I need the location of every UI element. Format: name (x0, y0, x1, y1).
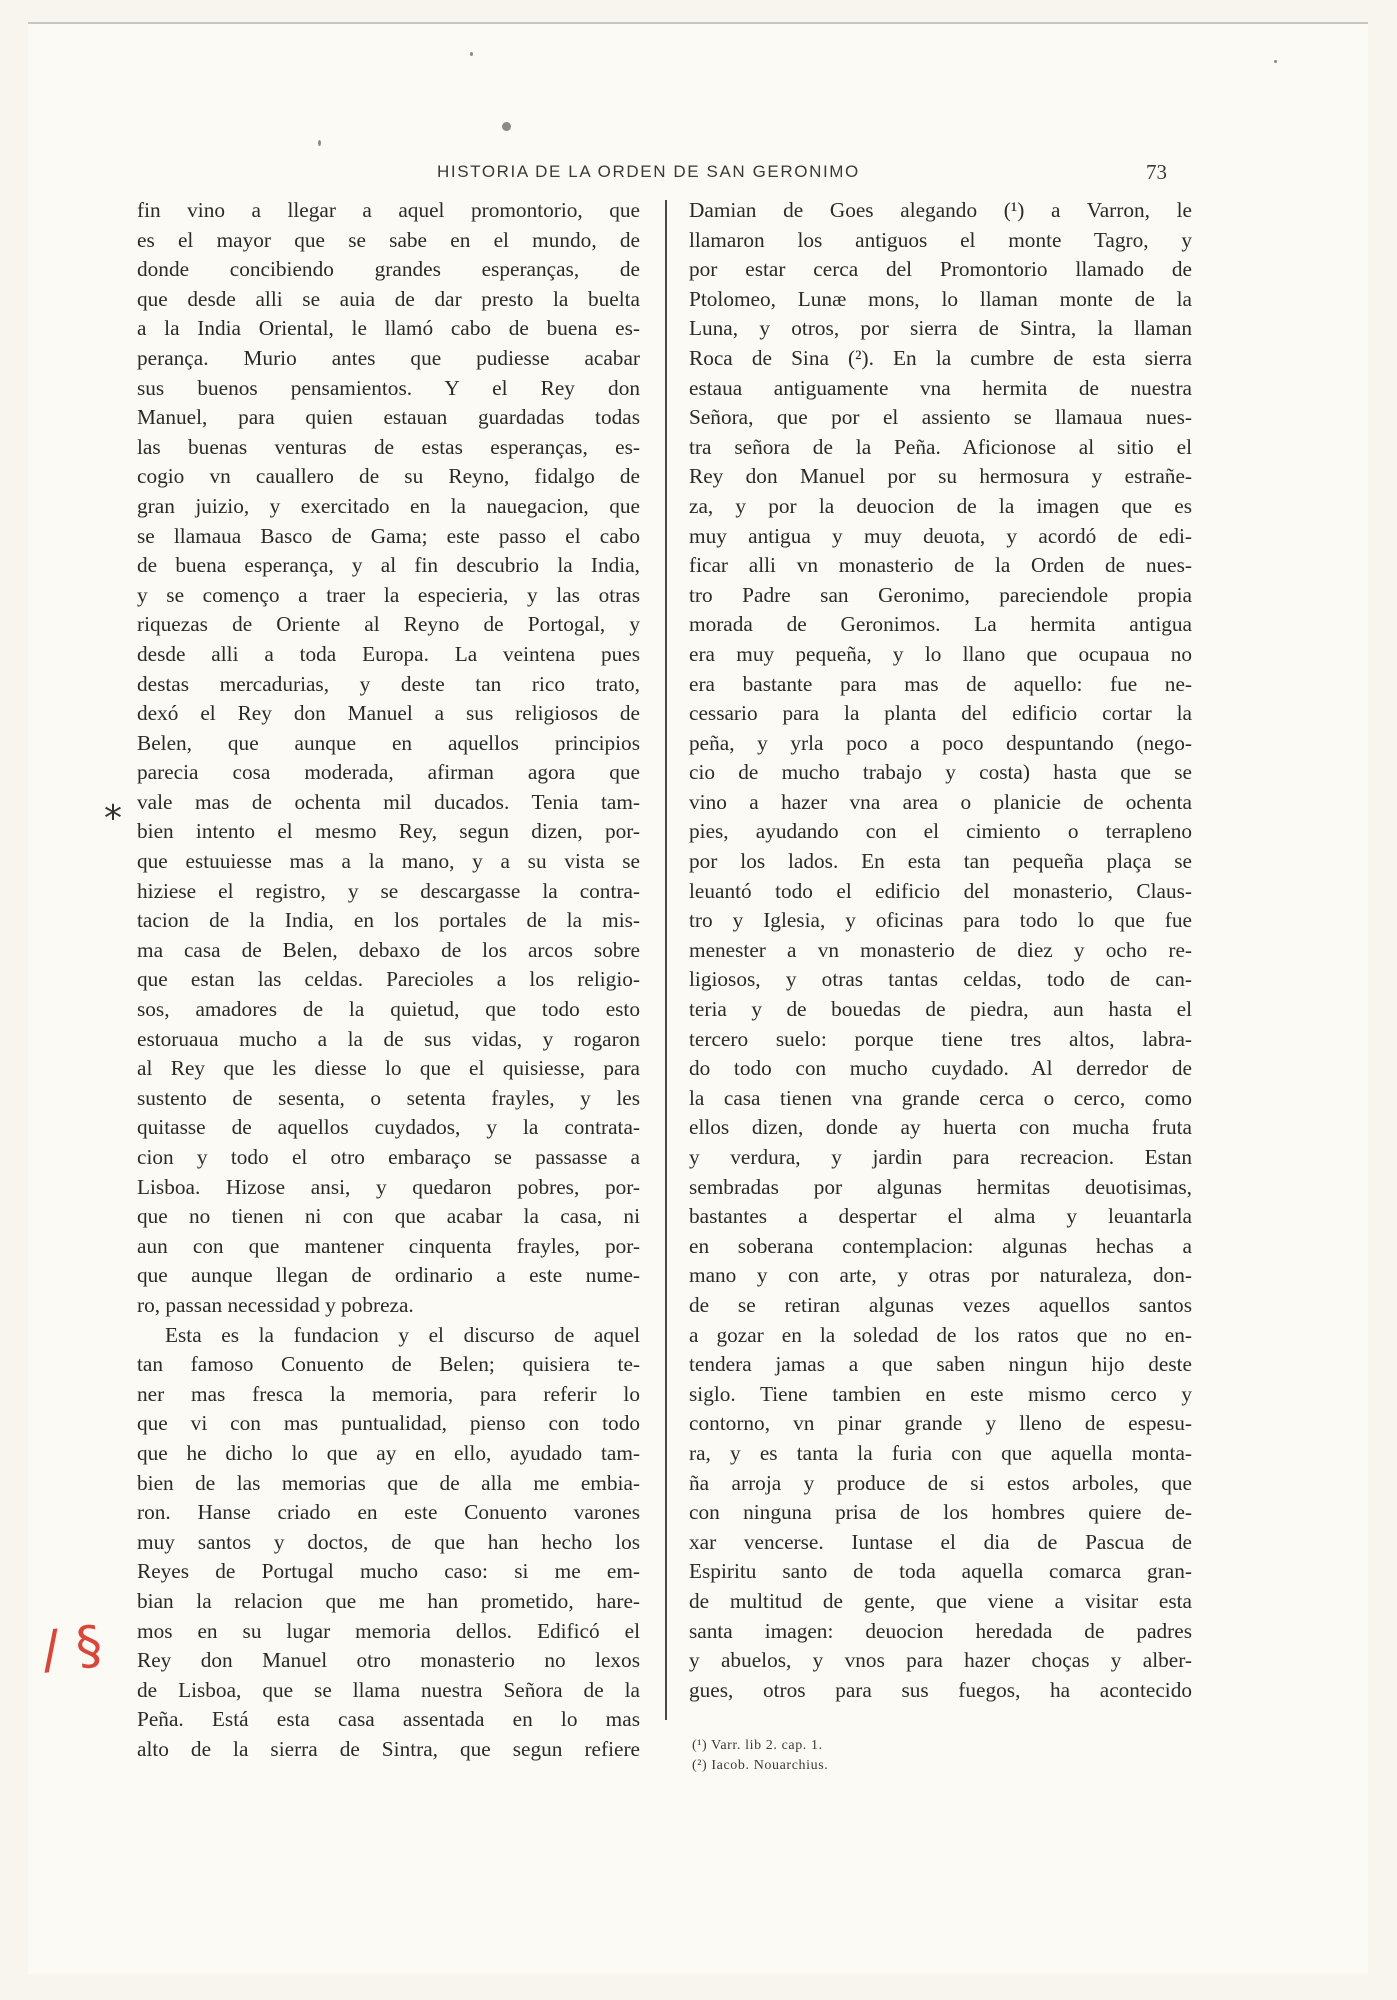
text-line: ner mas fresca la memoria, para referir lo (137, 1381, 640, 1406)
text-line: Ptolomeo, Lunæ mons, lo llaman monte de la (689, 286, 1192, 311)
text-line: y se començo a traer la especieria, y las otras (137, 582, 640, 607)
text-line: bian la relacion que me han prometido, hare- (137, 1588, 640, 1613)
text-line: de se retiran algunas vezes aquellos santos (689, 1292, 1192, 1317)
text-line: fin vino a llegar a aquel promontorio, que (137, 198, 640, 222)
text-line: xar vencerse. Iuntase el dia de Pascua de (689, 1529, 1192, 1554)
text-line: a gozar en la soledad de los ratos que no en- (689, 1322, 1192, 1347)
text-line: que aunque llegan de ordinario a este nume- (137, 1263, 640, 1288)
text-line: Señora, que por el assiento se llamaua nues- (689, 405, 1192, 430)
text-line: que he dicho lo que ay en ello, ayudado tam- (137, 1440, 640, 1465)
text-line: llamaron los antiguos el monte Tagro, y (689, 227, 1192, 252)
text-line: en soberana contemplacion: algunas hechas a (689, 1233, 1192, 1258)
text-line: Espiritu santo de toda aquella comarca gran- (689, 1559, 1192, 1584)
text-line: ra, y es tanta la furia con que aquella monta- (689, 1440, 1192, 1465)
text-line: Rey don Manuel otro monasterio no lexos (137, 1648, 640, 1673)
text-line: tra señora de la Peña. Aficionose al sitio el (689, 434, 1192, 459)
text-line: menester a vn monasterio de diez y ocho re- (689, 937, 1192, 962)
text-line: y abuelos, y vnos para hazer choças y alber- (689, 1648, 1192, 1673)
text-line: Belen, que aunque en aquellos principios (137, 730, 640, 755)
text-line: leuantó todo el edificio del monasterio, Claus- (689, 878, 1192, 903)
text-line: que estuuiesse mas a la mano, y a su vista se (137, 849, 640, 874)
footnotes (692, 1736, 828, 1776)
text-line: siglo. Tiene tambien en este mismo cerco y (689, 1381, 1192, 1406)
running-head (0, 162, 1397, 192)
text-line: de buena esperança, y al fin descubrio la India, (137, 553, 640, 578)
text-line: vale mas de ochenta mil ducados. Tenia tam- (137, 789, 640, 814)
running-head-title: HISTORIA DE LA ORDEN DE SAN GERONIMO (437, 162, 860, 181)
paper-speck (502, 122, 511, 131)
text-line: sus buenos pensamientos. Y el Rey don (137, 375, 640, 400)
text-line: estaua antiguamente vna hermita de nuestra (689, 375, 1192, 400)
paper-speck (1274, 60, 1277, 63)
footnote: (²) Iacob. Nouarchius. (692, 1758, 829, 1773)
text-line: tendera jamas a que saben ningun hijo deste (689, 1352, 1192, 1377)
text-line: peña, y yrla poco a poco despuntando (nego- (689, 730, 1192, 755)
footnote: (¹) Varr. lib 2. cap. 1. (692, 1738, 823, 1753)
text-line: mano y con arte, y otras por naturaleza, don- (689, 1263, 1192, 1288)
text-line: ma casa de Belen, debaxo de los arcos sobre (137, 937, 640, 962)
text-line: que estan las celdas. Parecioles a los religio- (137, 967, 640, 992)
text-line: parecia cosa moderada, afirman agora que (137, 760, 640, 785)
text-line: destas mercadurias, y deste tan rico trato, (137, 671, 640, 696)
text-line: las buenas venturas de estas esperanças, es- (137, 434, 640, 459)
text-line: Esta es la fundacion y el discurso de aquel (165, 1322, 640, 1347)
text-line: riquezas de Oriente al Reyno de Portogal, y (137, 612, 640, 637)
text-line: es el mayor que se sabe en el mundo, de (137, 227, 640, 252)
text-line: cessario para la planta del edificio cortar la (689, 701, 1192, 726)
text-line: Luna, y otros, por sierra de Sintra, la llaman (689, 316, 1192, 341)
text-line: bastantes a despertar el alma y leuantarla (689, 1204, 1192, 1229)
text-line: morada de Geronimos. La hermita antigua (689, 612, 1192, 637)
text-line: ron. Hanse criado en este Conuento varones (137, 1500, 640, 1525)
left-column (137, 196, 640, 1764)
text-line: se llamaua Basco de Gama; este passo el cabo (137, 523, 640, 548)
text-line: teria y de bouedas de piedra, aun hasta el (689, 997, 1192, 1022)
column-divider (665, 200, 667, 1720)
text-line: do todo con mucho cuydado. Al derredor de (689, 1056, 1192, 1081)
text-line: cion y todo el otro embaraço se passasse a (137, 1145, 640, 1169)
text-line: dexó el Rey don Manuel a sus religiosos de (137, 701, 640, 726)
text-line: ficar alli vn monasterio de la Orden de nues- (689, 553, 1192, 578)
right-column (689, 196, 1192, 1705)
text-line: santa imagen: deuocion heredada de padres (689, 1618, 1192, 1643)
text-line: con ninguna prisa de los hombres quiere de- (689, 1500, 1192, 1525)
text-line: Damian de Goes alegando (¹) a Varron, le (689, 198, 1192, 222)
text-line: Peña. Está esta casa assentada en lo mas (137, 1707, 640, 1732)
text-line: estoruaua mucho a la de sus vidas, y rogaron (137, 1026, 640, 1051)
text-line: desde alli a toda Europa. La veintena pues (137, 641, 640, 666)
text-line: ro, passan necessidad y pobreza. (137, 1292, 414, 1317)
text-line: era muy pequeña, y lo llano que ocupaua no (689, 641, 1192, 666)
pencil-margin-note: / § (39, 1615, 106, 1681)
paper-speck (470, 52, 473, 56)
text-line: cio de mucho trabajo y costa) hasta que se (689, 760, 1192, 785)
text-line: bien intento el mesmo Rey, segun dizen, por- (137, 819, 640, 844)
text-line: de multitud de gente, que viene a visitar esta (689, 1588, 1192, 1613)
text-line: muy antigua y muy deuota, y acordó de edi- (689, 523, 1192, 548)
page-number: 73 (1146, 160, 1167, 184)
text-line: la casa tienen vna grande cerca o cerco, como (689, 1085, 1192, 1110)
text-line: za, y por la deuocion de la imagen que es (689, 493, 1192, 518)
text-line: al Rey que les diesse lo que el quisiesse, para (137, 1056, 640, 1081)
text-line: a la India Oriental, le llamó cabo de buena es- (137, 316, 640, 341)
text-line: de Lisboa, que se llama nuestra Señora de la (137, 1677, 640, 1702)
text-line: y verdura, y jardin para recreacion. Estan (689, 1145, 1192, 1169)
text-line: hiziese el registro, y se descargasse la contra- (137, 878, 640, 903)
text-line: donde concibiendo grandes esperanças, de (137, 257, 640, 282)
text-line: tro y Iglesia, y oficinas para todo lo que fue (689, 908, 1192, 933)
asterisk-margin-mark: * (104, 798, 122, 839)
text-line: Roca de Sina (²). En la cumbre de esta sierra (689, 345, 1192, 370)
text-line: mos en su lugar memoria dellos. Edificó el (137, 1618, 640, 1643)
text-line: era bastante para mas de aquello: fue ne- (689, 671, 1192, 696)
text-line: por los lados. En esta tan pequeña plaça se (689, 849, 1192, 874)
text-line: ña arroja y produce de si estos arboles, que (689, 1470, 1192, 1495)
text-line: que desde alli se auia de dar presto la buelta (137, 286, 640, 311)
text-line: cogio vn cauallero de su Reyno, fidalgo de (137, 464, 640, 489)
text-line: alto de la sierra de Sintra, que segun refiere (137, 1736, 640, 1761)
text-line: por estar cerca del Promontorio llamado de (689, 257, 1192, 282)
text-line: gues, otros para sus fuegos, ha acontecido (689, 1677, 1192, 1702)
text-line: ligiosos, y otras tantas celdas, todo de can- (689, 967, 1192, 992)
text-line: contorno, vn pinar grande y lleno de espesu- (689, 1411, 1192, 1436)
text-line: Rey don Manuel por su hermosura y estrañe- (689, 464, 1192, 489)
text-line: ellos dizen, donde ay huerta con mucha fruta (689, 1115, 1192, 1140)
text-line: tro Padre san Geronimo, pareciendole propia (689, 582, 1192, 607)
text-line: tacion de la India, en los portales de la mis- (137, 908, 640, 933)
text-line: que vi con mas puntualidad, pienso con todo (137, 1411, 640, 1436)
text-line: pies, ayudando con el cimiento o terrapleno (689, 819, 1192, 844)
text-line: sos, amadores de la quietud, que todo esto (137, 997, 640, 1022)
text-line: Reyes de Portugal mucho caso: si me em- (137, 1559, 640, 1584)
text-line: muy santos y doctos, de que han hecho los (137, 1529, 640, 1554)
text-line: sustento de sesenta, o setenta frayles, y les (137, 1085, 640, 1110)
text-line: tercero suelo: porque tiene tres altos, labra- (689, 1026, 1192, 1051)
text-line: tan famoso Conuento de Belen; quisiera te- (137, 1352, 640, 1377)
text-line: vino a hazer vna area o planicie de ochenta (689, 789, 1192, 814)
text-line: bien de las memorias que de alla me embia- (137, 1470, 640, 1495)
text-line: gran juizio, y exercitado en la nauegacion, que (137, 493, 640, 518)
text-line: perança. Murio antes que pudiesse acabar (137, 345, 640, 370)
text-line: sembradas por algunas hermitas deuotisimas, (689, 1174, 1192, 1199)
text-line: Lisboa. Hizose ansi, y quedaron pobres, por- (137, 1174, 640, 1199)
text-line: aun con que mantener cinquenta frayles, por- (137, 1233, 640, 1258)
text-line: Manuel, para quien estauan guardadas todas (137, 405, 640, 430)
text-line: que no tienen ni con que acabar la casa, ni (137, 1204, 640, 1229)
text-line: quitasse de aquellos cuydados, y la contrata- (137, 1115, 640, 1140)
paper-speck (318, 140, 321, 146)
